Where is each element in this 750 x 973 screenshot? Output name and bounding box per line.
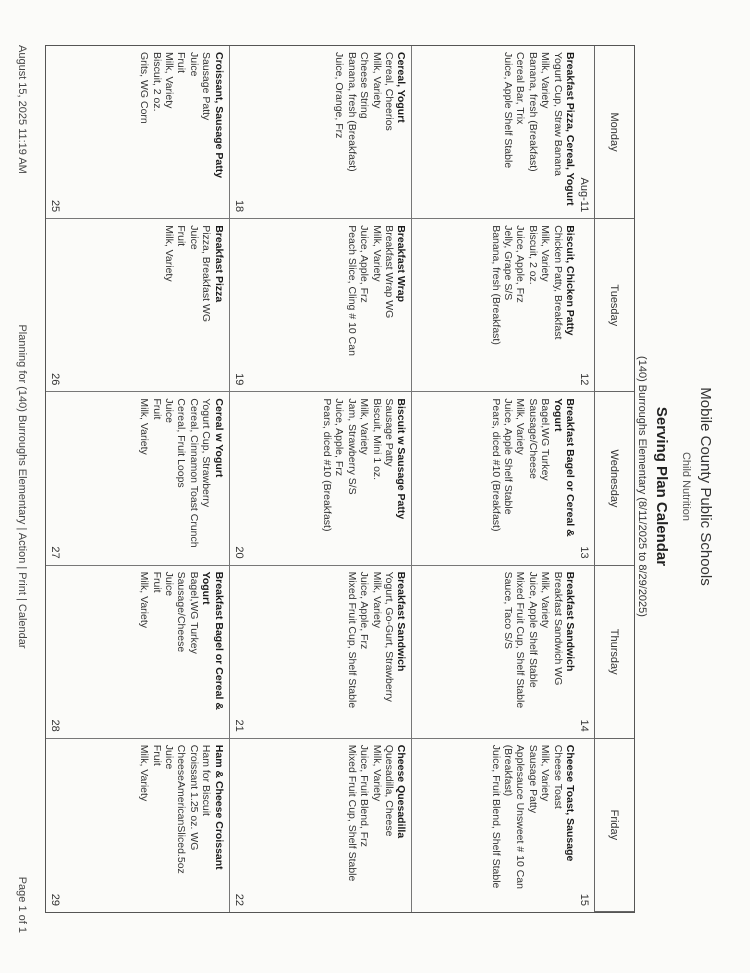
menu-item: Cheese String <box>358 52 371 119</box>
menu-item: Juice <box>163 571 176 597</box>
meal-title: Breakfast Pizza, Cereal, Yogurt <box>564 52 576 206</box>
menu-item: Mixed Fruit Cup, Shelf Stable <box>514 571 527 709</box>
menu-item: Milk, Variety <box>370 571 383 628</box>
meal-title: Biscuit, Chicken Patty <box>564 225 576 336</box>
day-date: 20 <box>233 546 246 559</box>
meal-title: Cereal, Yogurt <box>395 52 408 123</box>
meal-title: Cheese Toast, Sausage <box>564 744 576 862</box>
menu-item: Jam, Strawberry S/S <box>345 398 358 495</box>
menu-item: Cereal, Cinnamon Toast Crunch <box>187 398 200 548</box>
menu-item: Milk, Variety <box>163 52 176 109</box>
meal-title: Ham & Cheese Croissant <box>212 744 225 870</box>
menu-item: Milk, Variety <box>539 225 552 282</box>
print-timestamp: August 15, 2025 11:19 AM <box>16 45 28 174</box>
menu-item: Croissant 1.25 oz. WG <box>187 744 200 851</box>
menu-item: Fruit <box>150 744 163 766</box>
day-cell <box>411 392 594 565</box>
menu-item: Juice <box>163 744 176 770</box>
menu-item: Milk, Variety <box>514 398 527 455</box>
day-date: 28 <box>49 719 62 732</box>
day-cell <box>229 739 412 912</box>
day-cell <box>411 739 594 912</box>
menu-item: Juice, Apple, Frz <box>333 398 346 477</box>
menu-item: Juice, Apple, Frz <box>514 225 527 303</box>
menu-item: Milk, Variety <box>539 52 552 109</box>
day-cell <box>411 566 594 739</box>
day-date: 15 <box>578 893 590 906</box>
menu-item: Sausage Patty <box>200 52 213 121</box>
day-header-thursday: Thursday <box>594 566 634 739</box>
day-date: 18 <box>233 199 246 213</box>
day-header-wednesday: Wednesday <box>594 392 634 565</box>
menu-item: Milk, Variety <box>138 398 151 455</box>
menu-item: Juice <box>163 398 176 423</box>
menu-item: Bagel,WG Turkey <box>187 571 200 654</box>
menu-item: Milk, Variety <box>370 52 383 109</box>
day-date: 22 <box>233 893 246 906</box>
menu-item: Juice, Orange, Frz <box>333 52 346 139</box>
menu-item: Juice, Apple Shelf Stable <box>501 398 514 515</box>
menu-item: Breakfast Sandwich WG <box>551 571 564 686</box>
meal-title: Breakfast Bagel or Cereal & Yogurt <box>200 571 225 710</box>
menu-item: Milk, Variety <box>539 571 552 628</box>
menu-item: Fruit <box>150 398 163 420</box>
menu-item: Banana, fresh (Breakfast) <box>526 52 539 172</box>
menu-item: Cereal, Fruit Loops <box>175 398 188 488</box>
menu-item: Fruit <box>175 225 188 247</box>
day-cell <box>46 392 229 565</box>
menu-item: Fruit <box>175 52 188 73</box>
menu-item: Biscuit, Mini 1 oz. <box>370 398 383 481</box>
day-header-monday: Monday <box>594 46 634 219</box>
menu-item: Juice, Fruit Blend, Frz <box>358 744 371 847</box>
menu-item: Pears, diced #10 (Breakfast) <box>489 398 502 532</box>
menu-item: Yogurt Cup, Strawberry <box>200 398 213 508</box>
day-date: 14 <box>578 719 590 732</box>
menu-item: CheeseAmericanSliced.5oz <box>175 744 188 874</box>
menu-item: Yogurt, Go-Gurt, Strawberry <box>382 571 395 702</box>
menu-item: Juice, Apple Shelf Stable <box>501 52 514 169</box>
menu-item: Milk, Variety <box>370 225 383 282</box>
meal-title: Breakfast Wrap <box>395 225 408 303</box>
day-date: 21 <box>233 719 246 732</box>
menu-item: Cereal Bar, Trix <box>514 52 527 125</box>
menu-item: Sauce, Taco S/S <box>501 571 514 650</box>
menu-item: Grits, WG Corn <box>138 52 151 124</box>
menu-item: Juice, Fruit Blend, Shelf Stable <box>489 744 502 889</box>
menu-item: Sausage/Cheese <box>526 398 539 479</box>
day-cell <box>229 566 412 739</box>
menu-item: Sausage Patty <box>382 398 395 467</box>
menu-item: Biscuit, 2 oz. <box>150 52 163 112</box>
menu-item: Ham for Biscuit <box>200 744 213 816</box>
menu-item: Banana, fresh (Breakfast) <box>489 225 502 345</box>
menu-item: Sausage/Cheese <box>175 571 188 653</box>
meal-title: Biscuit w Sausage Patty <box>395 398 408 520</box>
menu-item: Fruit <box>150 571 163 593</box>
menu-item: Cereal, Cheerios <box>382 52 395 131</box>
menu-item: Mixed Fruit Cup, Shelf Stable <box>345 571 358 709</box>
menu-item: Pizza, Breakfast WG <box>200 225 213 323</box>
menu-item: Applesauce Unsweet # 10 Can (Breakfast) <box>501 744 527 889</box>
day-cell <box>46 46 229 219</box>
menu-item: Juice <box>187 225 200 250</box>
menu-item: Milk, Variety <box>138 571 151 628</box>
day-cell <box>229 392 412 565</box>
meal-title: Breakfast Pizza <box>212 225 225 303</box>
menu-item: Pears, diced #10 (Breakfast) <box>320 398 333 532</box>
menu-item: Cheese Toast <box>551 744 564 809</box>
day-date: Aug-11 <box>578 177 590 213</box>
day-cell <box>411 219 594 392</box>
meal-title: Breakfast Sandwich <box>395 571 408 672</box>
calendar-grid <box>45 45 635 913</box>
menu-item: Breakfast Wrap WG <box>382 225 395 319</box>
meal-title: Croissant, Sausage Patty <box>212 52 225 179</box>
day-date: 29 <box>49 893 62 906</box>
day-cell <box>411 46 594 219</box>
day-date: 25 <box>49 199 62 213</box>
school-name: Mobile County Public Schools <box>697 387 714 586</box>
day-header-tuesday: Tuesday <box>594 219 634 392</box>
menu-item: Biscuit, 2 oz. <box>526 225 539 285</box>
day-date: 13 <box>578 546 590 559</box>
day-cell <box>229 219 412 392</box>
menu-item: Jelly, Grape S/S <box>501 225 514 301</box>
menu-item: Milk, Variety <box>539 744 552 802</box>
menu-item: Juice, Apple, Frz <box>358 225 371 303</box>
menu-item: Mixed Fruit Cup, Shelf Stable <box>345 744 358 882</box>
day-date: 19 <box>233 373 246 386</box>
day-header-friday: Friday <box>594 739 634 912</box>
day-cell <box>229 46 412 219</box>
menu-item: Yogurt Cup, Straw Banana <box>551 52 564 176</box>
menu-item: Milk, Variety <box>358 398 371 455</box>
menu-item: Juice, Apple Shelf Stable <box>526 571 539 688</box>
meal-title: Cereal w Yogurt <box>212 398 225 478</box>
menu-item: Milk, Variety <box>138 744 151 802</box>
menu-item: Juice <box>187 52 200 77</box>
day-cell <box>46 566 229 739</box>
menu-item: Juice, Apple, Frz <box>358 571 371 650</box>
menu-item: Milk, Variety <box>163 225 176 282</box>
footer-breadcrumb: Planning for (140) Burroughs Elementary | Action | Print | Calendar <box>16 324 28 649</box>
page-number: Page 1 of 1 <box>16 876 28 933</box>
department-name: Child Nutrition <box>680 451 692 522</box>
menu-item: Bagel,WG Turkey <box>539 398 552 481</box>
day-date: 27 <box>49 546 62 559</box>
meal-title: Breakfast Sandwich <box>564 571 576 672</box>
day-cell <box>46 219 229 392</box>
meal-title: Breakfast Bagel or Cereal & Yogurt <box>551 398 576 537</box>
menu-item: Sausage Patty <box>526 744 539 814</box>
day-cell <box>46 739 229 912</box>
menu-item: Quesadilla, Cheese <box>382 744 395 837</box>
day-date: 12 <box>578 373 590 386</box>
menu-item: Chicken Patty, Breakfast <box>551 225 564 340</box>
meal-title: Cheese Quesadilla <box>395 744 408 839</box>
menu-item: Milk, Variety <box>370 744 383 802</box>
page-title: Serving Plan Calendar <box>653 406 670 567</box>
menu-item: Peach Slice, Cling # 10 Can <box>345 225 358 356</box>
day-date: 26 <box>49 373 62 386</box>
menu-item: Banana, fresh (Breakfast) <box>345 52 358 172</box>
date-range: (140) Burroughs Elementary (8/11/2025 to 8/29/2025) <box>636 356 648 617</box>
